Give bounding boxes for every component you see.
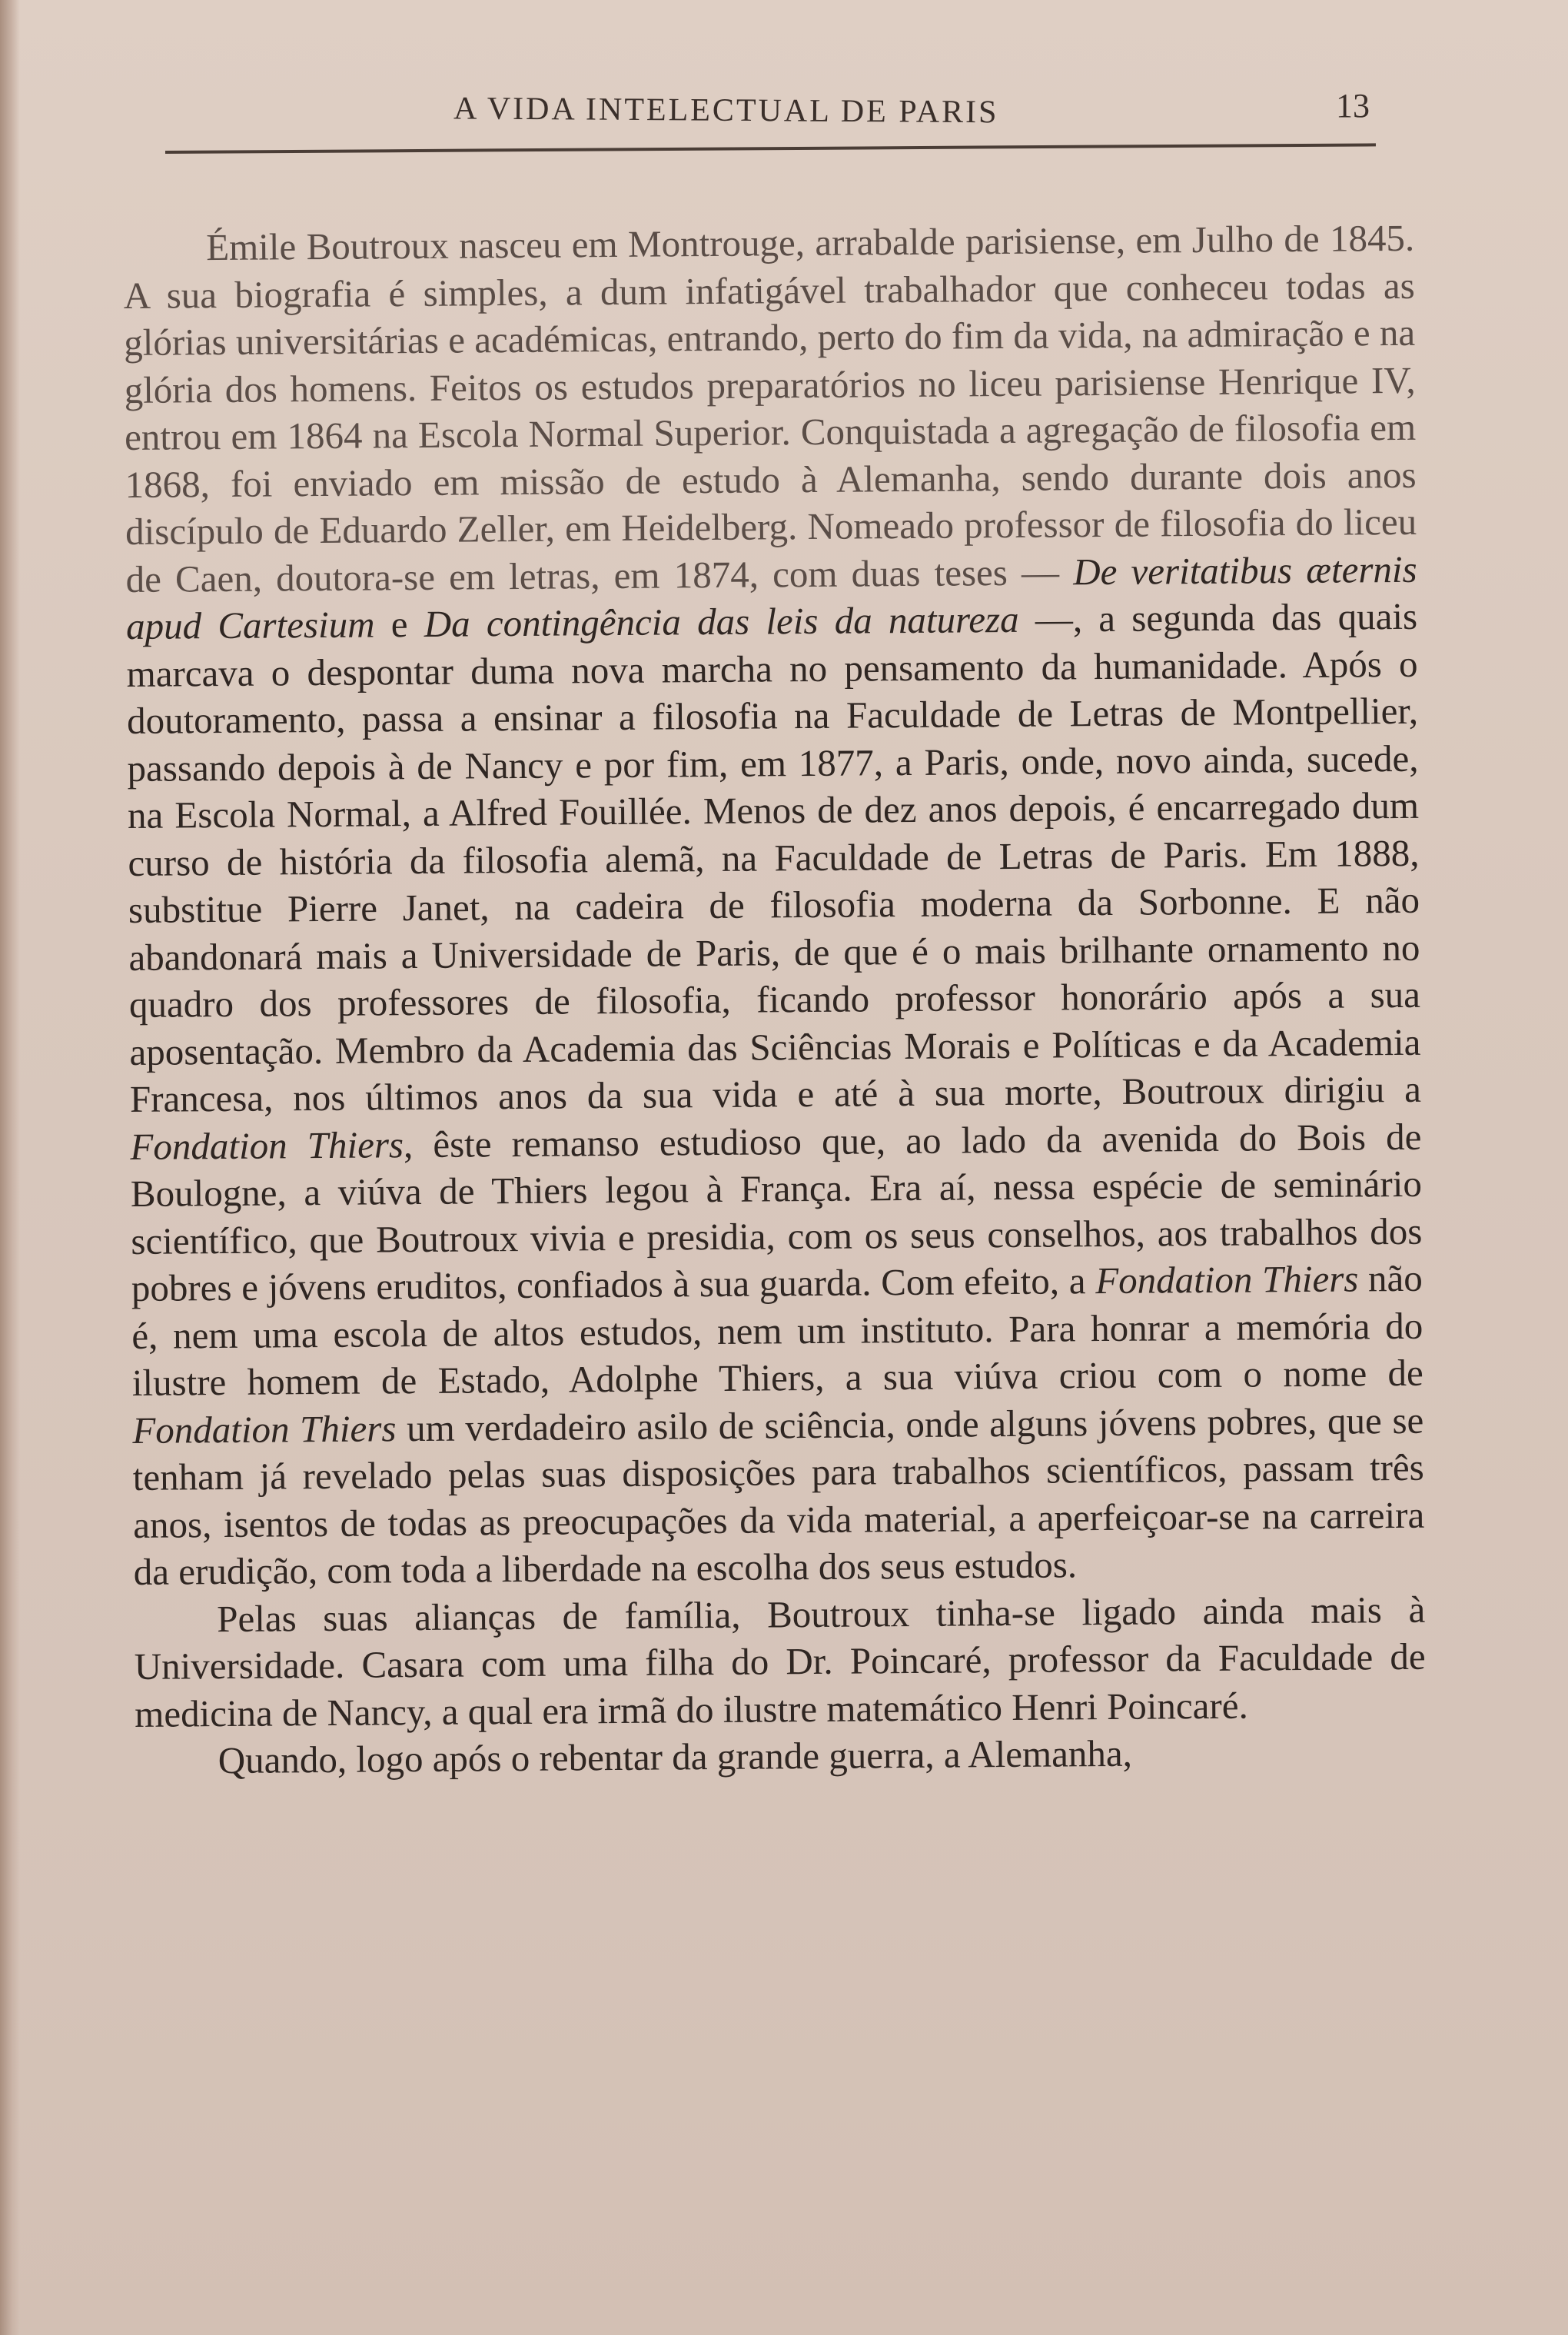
paragraph-1-text: um verdadeiro asilo de sciência, onde alguns jóvens pobres, que se tenham já revelado pelas suas disposições para trabalhos scientíficos, passam três anos, isentos de todas as preocupações da vida material, a aperfeiçoar-se na carreira da erudição, com toda a liberdade na escolha dos seus estudos.: [132, 1399, 1425, 1593]
body-text: [123, 215, 1427, 1785]
page-binding-edge: [0, 0, 20, 2335]
thesis-title-portuguese: Da contingência das leis da natureza: [424, 597, 1019, 645]
paragraph-1-text: Émile Boutroux nasceu em Montrouge, arrabalde parisiense, em Julho de 1845. A sua biografia é simples, a dum infatigável trabalhador que conheceu todas as glórias universitárias e académicas, entrando, perto do fim da vida, na admiração e na glória dos homens. Feitos os estudos preparatórios no liceu parisiense Henrique IV, entrou em 1864 na Escola Normal Superior. Conquistada a agregação de filosofia em 1868, foi enviado em missão de estudo à Alemanha, sendo durante dois anos discípulo de Eduardo Zeller, em Heidelberg. Nomeado professor de filosofia do liceu de Caen, doutora-se em letras, em 1874, com duas teses —: [123, 216, 1417, 600]
running-title: A VIDA INTELECTUAL DE PARIS: [453, 91, 999, 131]
fondation-thiers-italic: Fondation Thiers: [1095, 1257, 1359, 1302]
page-number: 13: [1336, 87, 1370, 125]
paragraph-1-text: e: [374, 602, 424, 646]
paragraph-2: Pelas suas alianças de família, Boutroux tinha-se ligado ainda mais à Universidade. Casara com uma filha do Dr. Poincaré, professor da Faculdade de medicina de Nancy, a qual era irmã do ilustre matemático Henri Poincaré.: [134, 1588, 1426, 1735]
paragraph-1-text: não é, nem uma escola de altos estudos, nem um instituto. Para honrar a memória do ilustre homem de Estado, Adolphe Thiers, a sua viúva criou com o nome de: [131, 1256, 1423, 1404]
paragraph-1-text: —, a segunda das quais marcava o despontar duma nova marcha no pensamento da humanidade. Após o doutoramento, passa a ensinar a filosofia na Faculdade de Letras de Montpellier, passando depois à de Nancy e por fim, em 1877, a Paris, onde, novo ainda, sucede, na Escola Normal, a Alfred Fouillée. Menos de dez anos depois, é encarregado dum curso de história da filosofia alemã, na Faculdade de Letras de Paris. Em 1888, substitue Pierre Janet, na cadeira de filosofia moderna da Sorbonne. E não abandonará mais a Universidade de Paris, de que é o mais brilhante ornamento no quadro dos professores de filosofia, ficando professor honorário após a sua aposentação. Membro da Academia das Sciências Morais e Políticas e da Academia Francesa, nos últimos anos da sua vida e até à sua morte, Boutroux dirigiu a: [126, 594, 1422, 1120]
paragraph-1: [123, 215, 1425, 1596]
fondation-thiers-italic: Fondation Thiers: [130, 1123, 404, 1168]
paragraph-1-text: , êste remanso estudioso que, ao lado da avenida do Bois de Boulogne, a viúva de Thiers legou à França. Era aí, nessa espécie de seminário scientífico, que Boutroux vivia e presidia, com os seus conselhos, aos trabalhos dos pobres e jóvens eruditos, confiados à sua guarda. Com efeito, a: [130, 1115, 1423, 1309]
thesis-title-latin: De veritatibus æternis apud Cartesium: [125, 547, 1417, 647]
paragraph-3: Quando, logo após o rebentar da grande guerra, a Alemanha,: [218, 1731, 1133, 1782]
header-rule: [165, 143, 1376, 154]
fondation-thiers-italic: Fondation Thiers: [132, 1406, 397, 1452]
